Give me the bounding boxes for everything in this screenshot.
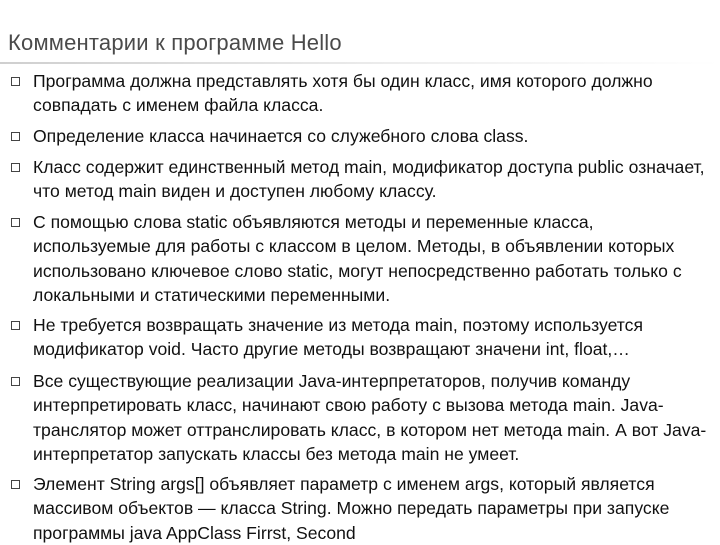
bullet-text: Определение класса начинается со служебного слова class. <box>33 126 529 146</box>
bullet-text: Элемент String args[] объявляет параметр с именем args, который является массивом объектов — класса String. Можно передать параметры при запуске программы java AppClass Firrst, Second <box>33 474 670 543</box>
square-bullet-icon <box>11 321 20 330</box>
title-divider <box>0 62 720 64</box>
bullet-text: Программа должна представлять хотя бы один класс, имя которого должно совпадать с именем файла класса. <box>33 71 653 116</box>
bullet-text: Все существующие реализации Java-интерпретаторов, получив команду интерпретировать класс, начинают свою работу с вызова метода main. Java-транслятор может оттранслировать класс, в котором нет метода main. А вот Java-интерпретатор запускать классы без метода main не умеет. <box>33 371 707 465</box>
slide-title: Комментарии к программе Hello <box>8 30 342 55</box>
bullet-text: Не требуется возвращать значение из метода main, поэтому используется модификатор void. Часто другие методы возвращают значени int, float,… <box>33 315 643 360</box>
bullet-text: Класс содержит единственный метод main, модификатор доступа public означает, что метод main виден и доступен любому классу. <box>33 157 705 202</box>
square-bullet-icon <box>11 163 20 172</box>
square-bullet-icon <box>11 218 20 227</box>
square-bullet-icon <box>11 480 20 489</box>
bullet-text: С помощью слова static объявляются методы и переменные класса, используемые для работы с классом в целом. Методы, в объявлении которых использовано ключевое слово static, могут непосредственно работать только с локальными и статическими переменными. <box>33 212 682 306</box>
square-bullet-icon <box>11 377 20 386</box>
square-bullet-icon <box>11 132 20 141</box>
square-bullet-icon <box>11 77 20 86</box>
